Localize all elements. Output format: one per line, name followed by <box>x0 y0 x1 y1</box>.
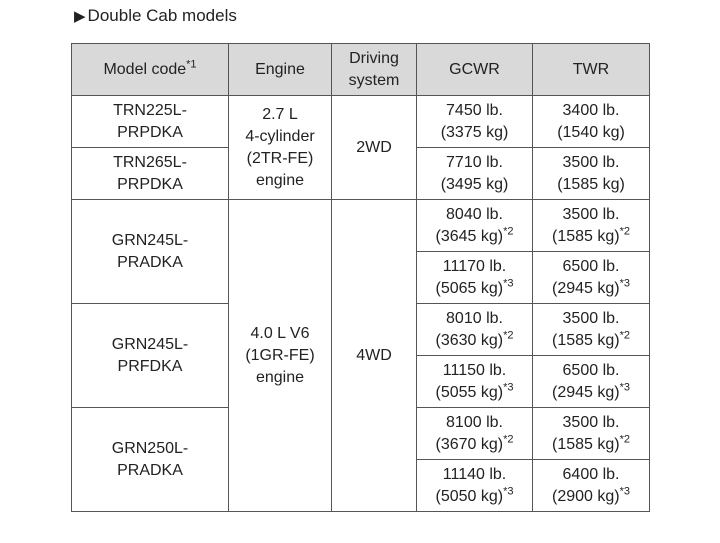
header-twr: TWR <box>533 44 650 96</box>
footnote-ref: *2 <box>619 433 630 446</box>
model-code-cell: GRN245L- PRADKA <box>72 200 229 304</box>
footnote-ref: *1 <box>186 58 197 71</box>
engine-cell: 4.0 L V6 (1GR-FE) engine <box>229 200 332 512</box>
twr-cell: 3500 lb. (1585 kg) <box>533 148 650 200</box>
section-heading <box>74 6 237 26</box>
footnote-ref: *3 <box>503 381 514 394</box>
gcwr-cell: 11170 lb. (5065 kg)$^{*3}$ <box>417 252 533 304</box>
gcwr-cell: 11150 lb. (5055 kg)$^{*3}$ <box>417 356 533 408</box>
footnote-ref: *3 <box>503 277 514 290</box>
footnote-ref: *3 <box>619 277 630 290</box>
twr-cell: 3500 lb. (1585 kg)$^{*2}$ <box>533 200 650 252</box>
twr-cell: 6400 lb. (2900 kg)$^{*3}$ <box>533 460 650 512</box>
footnote-ref: *3 <box>619 485 630 498</box>
gcwr-cell: 8010 lb. (3630 kg)$^{*2}$ <box>417 304 533 356</box>
header-engine: Engine <box>229 44 332 96</box>
model-code-cell: GRN250L- PRADKA <box>72 408 229 512</box>
gcwr-cell: 8040 lb. (3645 kg)$^{*2}$ <box>417 200 533 252</box>
header-row <box>72 44 650 96</box>
model-code-cell: TRN265L- PRPDKA <box>72 148 229 200</box>
towing-capacity-table <box>71 43 650 512</box>
gcwr-cell: 7450 lb. (3375 kg) <box>417 96 533 148</box>
footnote-ref: *2 <box>503 329 514 342</box>
twr-cell: 3500 lb. (1585 kg)$^{*2}$ <box>533 304 650 356</box>
gcwr-cell: 11140 lb. (5050 kg)$^{*3}$ <box>417 460 533 512</box>
table-row <box>72 96 650 148</box>
driving-system-cell: 2WD <box>332 96 417 200</box>
twr-cell: 6500 lb. (2945 kg)$^{*3}$ <box>533 252 650 304</box>
footnote-ref: *2 <box>503 225 514 238</box>
footnote-ref: *2 <box>503 433 514 446</box>
twr-cell: 3500 lb. (1585 kg)$^{*2}$ <box>533 408 650 460</box>
gcwr-cell: 8100 lb. (3670 kg)$^{*2}$ <box>417 408 533 460</box>
header-driving-system: Driving system <box>332 44 417 96</box>
footnote-ref: *3 <box>503 485 514 498</box>
footnote-ref: *2 <box>619 225 630 238</box>
driving-system-cell: 4WD <box>332 200 417 512</box>
gcwr-cell: 7710 lb. (3495 kg) <box>417 148 533 200</box>
header-model-code: Model code$^{*1}$ <box>72 44 229 96</box>
engine-cell: 2.7 L 4-cylinder (2TR-FE) engine <box>229 96 332 200</box>
model-code-cell: TRN225L- PRPDKA <box>72 96 229 148</box>
table-row <box>72 200 650 252</box>
section-heading-text: Double Cab models <box>87 6 237 25</box>
twr-cell: 3400 lb. (1540 kg) <box>533 96 650 148</box>
model-code-cell: GRN245L- PRFDKA <box>72 304 229 408</box>
twr-cell: 6500 lb. (2945 kg)$^{*3}$ <box>533 356 650 408</box>
footnote-ref: *2 <box>619 329 630 342</box>
footnote-ref: *3 <box>619 381 630 394</box>
header-gcwr: GCWR <box>417 44 533 96</box>
triangle-marker-icon: ▶ <box>74 8 86 25</box>
